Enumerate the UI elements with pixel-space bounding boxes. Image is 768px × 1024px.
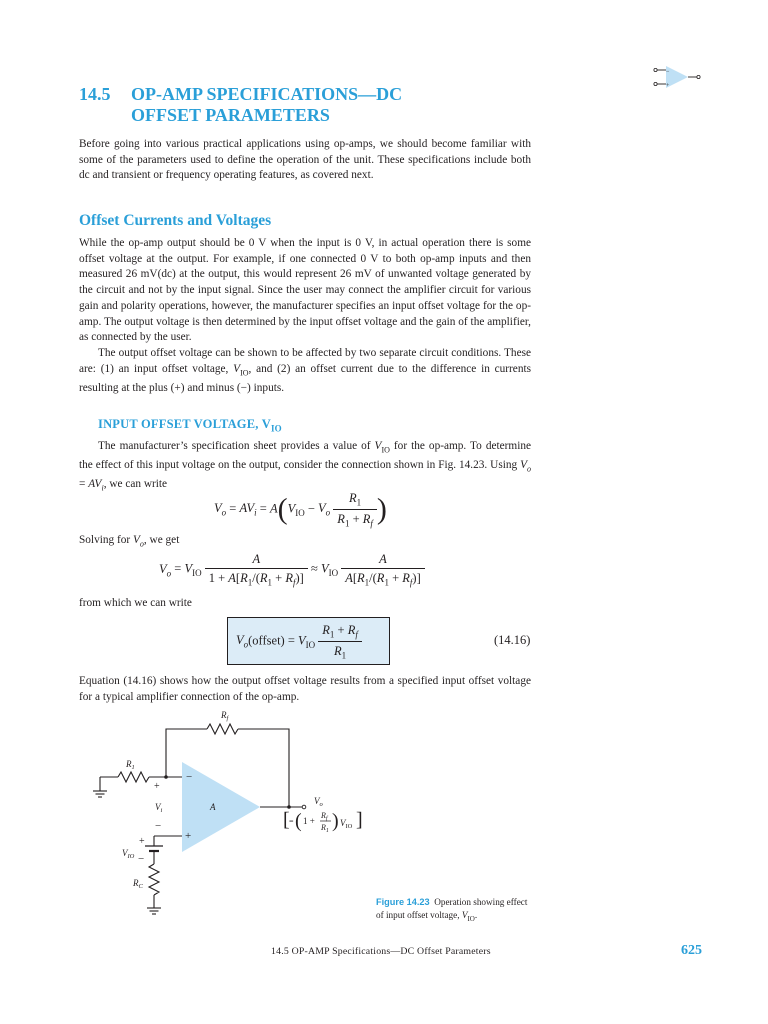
output-expression — [283, 809, 363, 834]
svg-text:−: − — [186, 771, 193, 783]
feedback-resistor — [207, 724, 238, 734]
svg-text:RC: $R_C$ — [133, 878, 143, 890]
svg-text:VIO: $V_{IO}$ — [122, 848, 135, 860]
equation-vo-solved: $V_o = V_{IO}$ $\frac{A}{1 + A[R_1/(R_1 + R_f)]}$ ≈ $V_{IO}$ $\frac{A}{A[R_1/(R_1 + R_f)]}$ — [159, 552, 425, 588]
figure-14-23-circuit — [88, 700, 378, 922]
equation-paragraph-text: Equation (14.16) shows how the output offset voltage results from a specified input offset voltage for a typical amplifier connection of the op-amp. — [79, 675, 531, 703]
svg-text:+: + — [139, 836, 145, 847]
svg-text:Vi: $V_i$ — [155, 802, 163, 814]
heading-input-offset-voltage: INPUT OFFSET VOLTAGE, $V_{IO}$ — [98, 417, 282, 434]
ground-symbol — [93, 791, 107, 797]
svg-text:+: + — [185, 830, 192, 842]
svg-text:): ) — [332, 810, 339, 832]
svg-text:R1: $R_1$ — [321, 823, 329, 834]
svg-text:1 +: 1 + — [303, 816, 315, 826]
offset-paragraphs — [79, 236, 531, 396]
from-which-text: from which we can write — [79, 597, 192, 609]
svg-text:Vo: $V_o$ — [314, 796, 323, 808]
svg-text:=: = — [289, 817, 294, 826]
vio-paragraph — [79, 439, 531, 496]
svg-text:−: − — [155, 820, 162, 832]
heading-offset-currents-voltages: Offset Currents and Voltages — [79, 212, 272, 229]
svg-text:A: A — [210, 802, 216, 812]
section-title-line2: OFFSET PARAMETERS — [131, 105, 330, 125]
svg-text:−: − — [666, 69, 670, 75]
intro-text: Before going into various practical applications using op-amps, we should become familiar with some of the parameters used to define the operation of the unit. These specifications include both dc and transient or frequency operating features, as covered next. — [79, 138, 531, 182]
svg-text:Rf: $R_f$ — [221, 710, 229, 722]
rc-resistor — [149, 864, 159, 895]
svg-text:Rf: $R_f$ — [321, 811, 328, 822]
r1-resistor — [118, 772, 149, 782]
svg-text:+: + — [666, 83, 670, 89]
section-title — [131, 84, 431, 126]
svg-text:R1: $R_1$ — [126, 759, 135, 771]
section-title-line1: OP-AMP SPECIFICATIONS—DC — [131, 84, 403, 104]
figure-caption: Figure 14.23 Operation showing effect of input offset voltage, $V_{IO}$. — [376, 897, 528, 923]
svg-text:−: − — [138, 853, 145, 865]
svg-text:]: ] — [356, 809, 363, 831]
ground-symbol — [147, 908, 161, 914]
svg-text:VIO: $V_{IO}$ — [340, 818, 353, 830]
svg-text:+: + — [154, 781, 160, 792]
running-footer: 14.5 OP-AMP Specifications—DC Offset Parameters — [271, 946, 491, 957]
opamp-corner-icon — [652, 64, 702, 90]
vio-paragraph-text: The manufacturer’s specification sheet provides a value of $V_{IO}$ for the op-amp. To determine the effect of this input voltage on the output, consider the connection shown in Fig. 14.23. Using $V_o = AV_i$, we can write — [79, 440, 531, 493]
battery-symbol — [145, 846, 163, 851]
equation-vo-gain: $V_o = AV_i = A(V_{IO} - V_o$ $\frac{R_1}{R_1 + R_f}$ ) — [214, 491, 387, 528]
figure-label: Figure 14.23 — [376, 897, 430, 907]
page-number: 625 — [681, 943, 702, 958]
svg-text:(: ( — [295, 810, 302, 832]
intro-paragraph — [79, 137, 531, 184]
offset-paragraph-1: While the op-amp output should be 0 V when the input is 0 V, in actual operation there is some offset voltage at the output. For example, if one connected 0 V to both op-amp inputs and then measured 26 mV(dc) at the output, this would represent 26 mV of unwanted voltage generated by the circuit and not by the input signal. Since the user may connect the amplifier circuit for various gain and polarity operations, however, the manufacturer specifies an input offset voltage for the op-amp. The output voltage is then determined by the input offset voltage and the gain of the amplifier, as connected by the user. — [79, 237, 531, 344]
equation-number: (14.16) — [494, 633, 531, 647]
offset-paragraph-2: The output offset voltage can be shown to be affected by two separate circuit conditions. These are: (1) an input offset voltage, $V_{IO}$, and (2) an offset current due to the difference in currents resulting at the plus (+) and minus (−) inputs. — [79, 346, 532, 394]
section-number: 14.5 — [79, 84, 111, 104]
svg-text:[: [ — [283, 809, 290, 831]
opamp-triangle — [182, 762, 260, 852]
solving-for-text: Solving for $V_o$, we get — [79, 534, 180, 549]
equation-14-16: $V_o(offset) = V_{IO}$ $\frac{R_1 + R_f}{R_1}$ — [236, 623, 362, 660]
